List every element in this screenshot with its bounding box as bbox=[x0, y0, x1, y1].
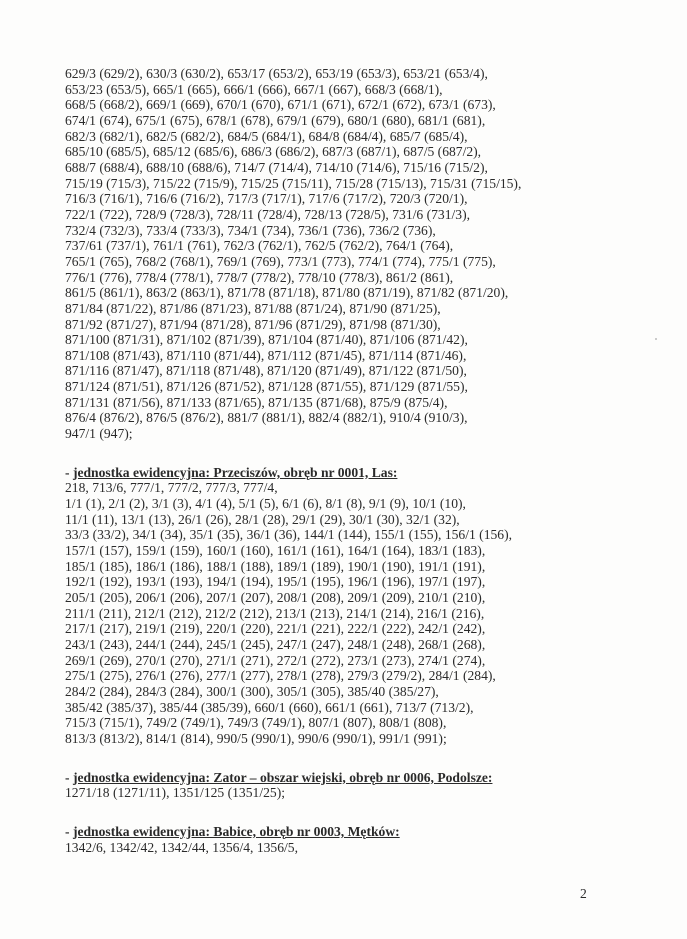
parcel-list-line: 876/4 (876/2), 876/5 (876/2), 881/7 (881/1), 882/4 (882/1), 910/4 (910/3), bbox=[65, 410, 468, 426]
parcel-list-line: 737/61 (737/1), 761/1 (761), 762/3 (762/1), 762/5 (762/2), 764/1 (764), bbox=[65, 238, 454, 254]
parcel-list-line: 871/108 (871/43), 871/110 (871/44), 871/112 (871/45), 871/114 (871/46), bbox=[65, 347, 467, 363]
parcel-list-line: 653/23 (653/5), 665/1 (665), 666/1 (666), 667/1 (667), 668/3 (668/1), bbox=[65, 81, 443, 97]
parcel-list-line: 1271/18 (1271/11), 1351/125 (1351/25); bbox=[65, 785, 286, 801]
parcel-list-line: 715/19 (715/3), 715/22 (715/9), 715/25 (715/11), 715/28 (715/13), 715/31 (715/15), bbox=[65, 175, 522, 191]
parcel-list-line: 1/1 (1), 2/1 (2), 3/1 (3), 4/1 (4), 5/1 (5), 6/1 (6), 8/1 (8), 9/1 (9), 10/1 (10), bbox=[65, 496, 466, 512]
parcel-list-line: 871/100 (871/31), 871/102 (871/39), 871/104 (871/40), 871/106 (871/42), bbox=[65, 332, 468, 348]
parcel-list-line: 871/92 (871/27), 871/94 (871/28), 871/96 (871/29), 871/98 (871/30), bbox=[65, 316, 441, 332]
parcel-list-line: 157/1 (157), 159/1 (159), 160/1 (160), 161/1 (161), 164/1 (164), 183/1 (183), bbox=[65, 543, 486, 559]
parcel-list-line: 871/116 (871/47), 871/118 (871/48), 871/120 (871/49), 871/122 (871/50), bbox=[65, 363, 467, 379]
parcel-list-line: 629/3 (629/2), 630/3 (630/2), 653/17 (653/2), 653/19 (653/3), 653/21 (653/4), bbox=[65, 66, 488, 81]
heading-text: jednostka ewidencyjna: Babice, obręb nr 0003, Mętków: bbox=[72, 823, 400, 839]
document-body bbox=[65, 66, 665, 855]
parcel-list-line: 813/3 (813/2), 814/1 (814), 990/5 (990/1), 990/6 (990/1), 991/1 (991); bbox=[65, 730, 447, 746]
parcel-list-line: 674/1 (674), 675/1 (675), 678/1 (678), 679/1 (679), 680/1 (680), 681/1 (681), bbox=[65, 112, 486, 128]
heading-text: jednostka ewidencyjna: Przeciszów, obręb nr 0001, Las: bbox=[72, 464, 398, 480]
parcel-list-line: 682/3 (682/1), 682/5 (682/2), 684/5 (684/1), 684/8 (684/4), 685/7 (685/4), bbox=[65, 128, 468, 144]
parcel-list-line: 688/7 (688/4), 688/10 (688/6), 714/7 (714/4), 714/10 (714/6), 715/16 (715/2), bbox=[65, 159, 488, 175]
parcel-list-line: 685/10 (685/5), 685/12 (685/6), 686/3 (686/2), 687/3 (687/1), 687/5 (687/2), bbox=[65, 144, 482, 160]
section-heading bbox=[65, 770, 665, 786]
heading-bullet: - bbox=[65, 464, 73, 480]
parcel-list-line: 722/1 (722), 728/9 (728/3), 728/11 (728/4), 728/13 (728/5), 731/6 (731/3), bbox=[65, 206, 471, 222]
scan-speck bbox=[655, 338, 657, 340]
parcel-list-line: 716/3 (716/1), 716/6 (716/2), 717/3 (717/1), 717/6 (717/2), 720/3 (720/1), bbox=[65, 191, 468, 207]
parcel-list-line: 217/1 (217), 219/1 (219), 220/1 (220), 221/1 (221), 222/1 (222), 242/1 (242), bbox=[65, 621, 486, 637]
page-number: 2 bbox=[580, 886, 587, 901]
heading-bullet: - bbox=[65, 823, 73, 839]
parcel-list-line: 269/1 (269), 270/1 (270), 271/1 (271), 272/1 (272), 273/1 (273), 274/1 (274), bbox=[65, 652, 486, 668]
section-heading bbox=[65, 824, 665, 840]
parcel-section bbox=[65, 465, 665, 747]
parcel-list-line: 871/131 (871/56), 871/133 (871/65), 871/135 (871/68), 875/9 (875/4), bbox=[65, 394, 448, 410]
heading-text: jednostka ewidencyjna: Zator – obszar wiejski, obręb nr 0006, Podolsze: bbox=[72, 769, 493, 785]
heading-bullet: - bbox=[65, 769, 73, 785]
parcel-list-line: 192/1 (192), 193/1 (193), 194/1 (194), 195/1 (195), 196/1 (196), 197/1 (197), bbox=[65, 574, 486, 590]
parcel-list-line: 765/1 (765), 768/2 (768/1), 769/1 (769), 773/1 (773), 774/1 (774), 775/1 (775), bbox=[65, 253, 496, 269]
parcel-list-line: 732/4 (732/3), 733/4 (733/3), 734/1 (734), 736/1 (736), 736/2 (736), bbox=[65, 222, 436, 238]
parcel-list-line: 284/2 (284), 284/3 (284), 300/1 (300), 305/1 (305), 385/40 (385/27), bbox=[65, 683, 439, 699]
parcel-list-line: 275/1 (275), 276/1 (276), 277/1 (277), 278/1 (278), 279/3 (279/2), 284/1 (284), bbox=[65, 668, 496, 684]
parcel-list-line: 243/1 (243), 244/1 (244), 245/1 (245), 247/1 (247), 248/1 (248), 268/1 (268), bbox=[65, 636, 486, 652]
parcel-list-line: 715/3 (715/1), 749/2 (749/1), 749/3 (749/1), 807/1 (807), 808/1 (808), bbox=[65, 715, 447, 731]
parcel-list-line: 218, 713/6, 777/1, 777/2, 777/3, 777/4, bbox=[65, 480, 278, 496]
parcel-list-line: 185/1 (185), 186/1 (186), 188/1 (188), 189/1 (189), 190/1 (190), 191/1 (191), bbox=[65, 558, 486, 574]
parcel-section bbox=[65, 66, 665, 442]
section-heading bbox=[65, 465, 665, 481]
parcel-list-line: 1342/6, 1342/42, 1342/44, 1356/4, 1356/5, bbox=[65, 839, 298, 855]
parcel-list-line: 211/1 (211), 212/1 (212), 212/2 (212), 213/1 (213), 214/1 (214), 216/1 (216), bbox=[65, 605, 485, 621]
parcel-list-line: 385/42 (385/37), 385/44 (385/39), 660/1 (660), 661/1 (661), 713/7 (713/2), bbox=[65, 699, 474, 715]
parcel-list-line: 11/1 (11), 13/1 (13), 26/1 (26), 28/1 (28), 29/1 (29), 30/1 (30), 32/1 (32), bbox=[65, 511, 460, 527]
parcel-list-line: 668/5 (668/2), 669/1 (669), 670/1 (670), 671/1 (671), 672/1 (672), 673/1 (673), bbox=[65, 97, 496, 113]
parcel-list-line: 33/3 (33/2), 34/1 (34), 35/1 (35), 36/1 (36), 144/1 (144), 155/1 (155), 156/1 (156), bbox=[65, 527, 513, 543]
parcel-list-line: 861/5 (861/1), 863/2 (863/1), 871/78 (871/18), 871/80 (871/19), 871/82 (871/20), bbox=[65, 285, 509, 301]
parcel-list-line: 205/1 (205), 206/1 (206), 207/1 (207), 208/1 (208), 209/1 (209), 210/1 (210), bbox=[65, 590, 486, 605]
parcel-section bbox=[65, 824, 665, 855]
parcel-list-line: 947/1 (947); bbox=[65, 426, 133, 442]
parcel-list-line: 776/1 (776), 778/4 (778/1), 778/7 (778/2), 778/10 (778/3), 861/2 (861), bbox=[65, 269, 454, 285]
parcel-section bbox=[65, 770, 665, 801]
parcel-list-line: 871/124 (871/51), 871/126 (871/52), 871/128 (871/55), 871/129 (871/55), bbox=[65, 379, 468, 395]
parcel-list-line: 871/84 (871/22), 871/86 (871/23), 871/88 (871/24), 871/90 (871/25), bbox=[65, 300, 441, 316]
